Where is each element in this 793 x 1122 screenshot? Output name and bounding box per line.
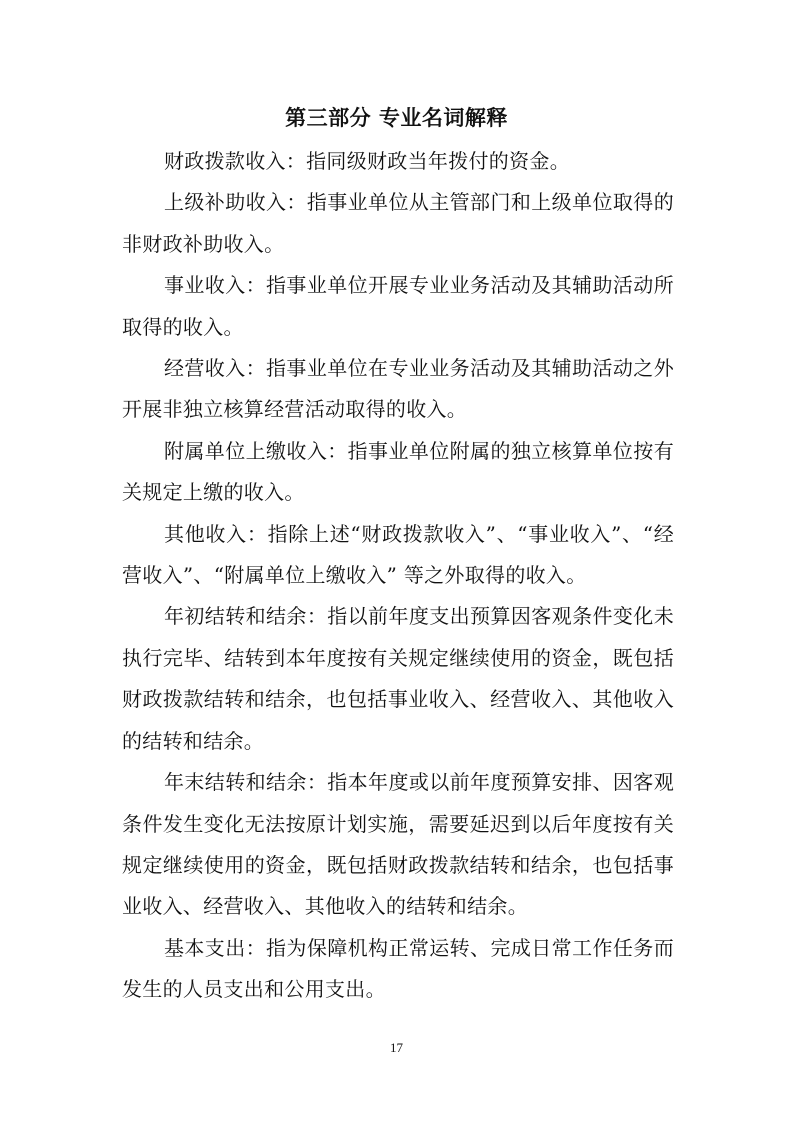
page-title: 第三部分 专业名词解释 — [285, 106, 508, 130]
definition-fiscal-appropriation-income: 财政拨款收入：指同级财政当年拨付的资金。 — [164, 149, 570, 173]
definition-business-income: 事业收入：指事业单位开展专业业务活动及其辅助活动所取得的收入。 — [122, 273, 674, 339]
page-number: 17 — [390, 1040, 403, 1055]
definition-basic-expenditure: 基本支出：指为保障机构正常运转、完成日常工作任务而发生的人员支出和公用支出。 — [122, 935, 674, 1002]
definition-operating-income: 经营收入：指事业单位在专业业务活动及其辅助活动之外开展非独立核算经营活动取得的收入。 — [122, 356, 674, 422]
definition-ending-carryover-balance: 年末结转和结余：指本年度或以前年度预算安排、因客观条件发生变化无法按原计划实施，需要延迟到以后年度按有关规定继续使用的资金，既包括财政拨款结转和结余，也包括事业收入、经营收入、其他收入的结转和结余。 — [122, 770, 674, 919]
definition-higher-level-subsidy-income: 上级补助收入：指事业单位从主管部门和上级单位取得的非财政补助收入。 — [122, 190, 674, 256]
definitions-body — [122, 141, 674, 1011]
definition-beginning-carryover-balance: 年初结转和结余：指以前年度支出预算因客观条件变化未执行完毕、结转到本年度按有关规定继续使用的资金，既包括财政拨款结转和结余，也包括事业收入、经营收入、其他收入的结转和结余。 — [122, 604, 674, 753]
definition-affiliated-unit-remittance-income: 附属单位上缴收入：指事业单位附属的独立核算单位按有关规定上缴的收入。 — [122, 438, 674, 505]
definition-other-income: 其他收入：指除上述“财政拨款收入”、“事业收入”、“经营收入”、“附属单位上缴收入” 等之外取得的收入。 — [122, 521, 674, 588]
